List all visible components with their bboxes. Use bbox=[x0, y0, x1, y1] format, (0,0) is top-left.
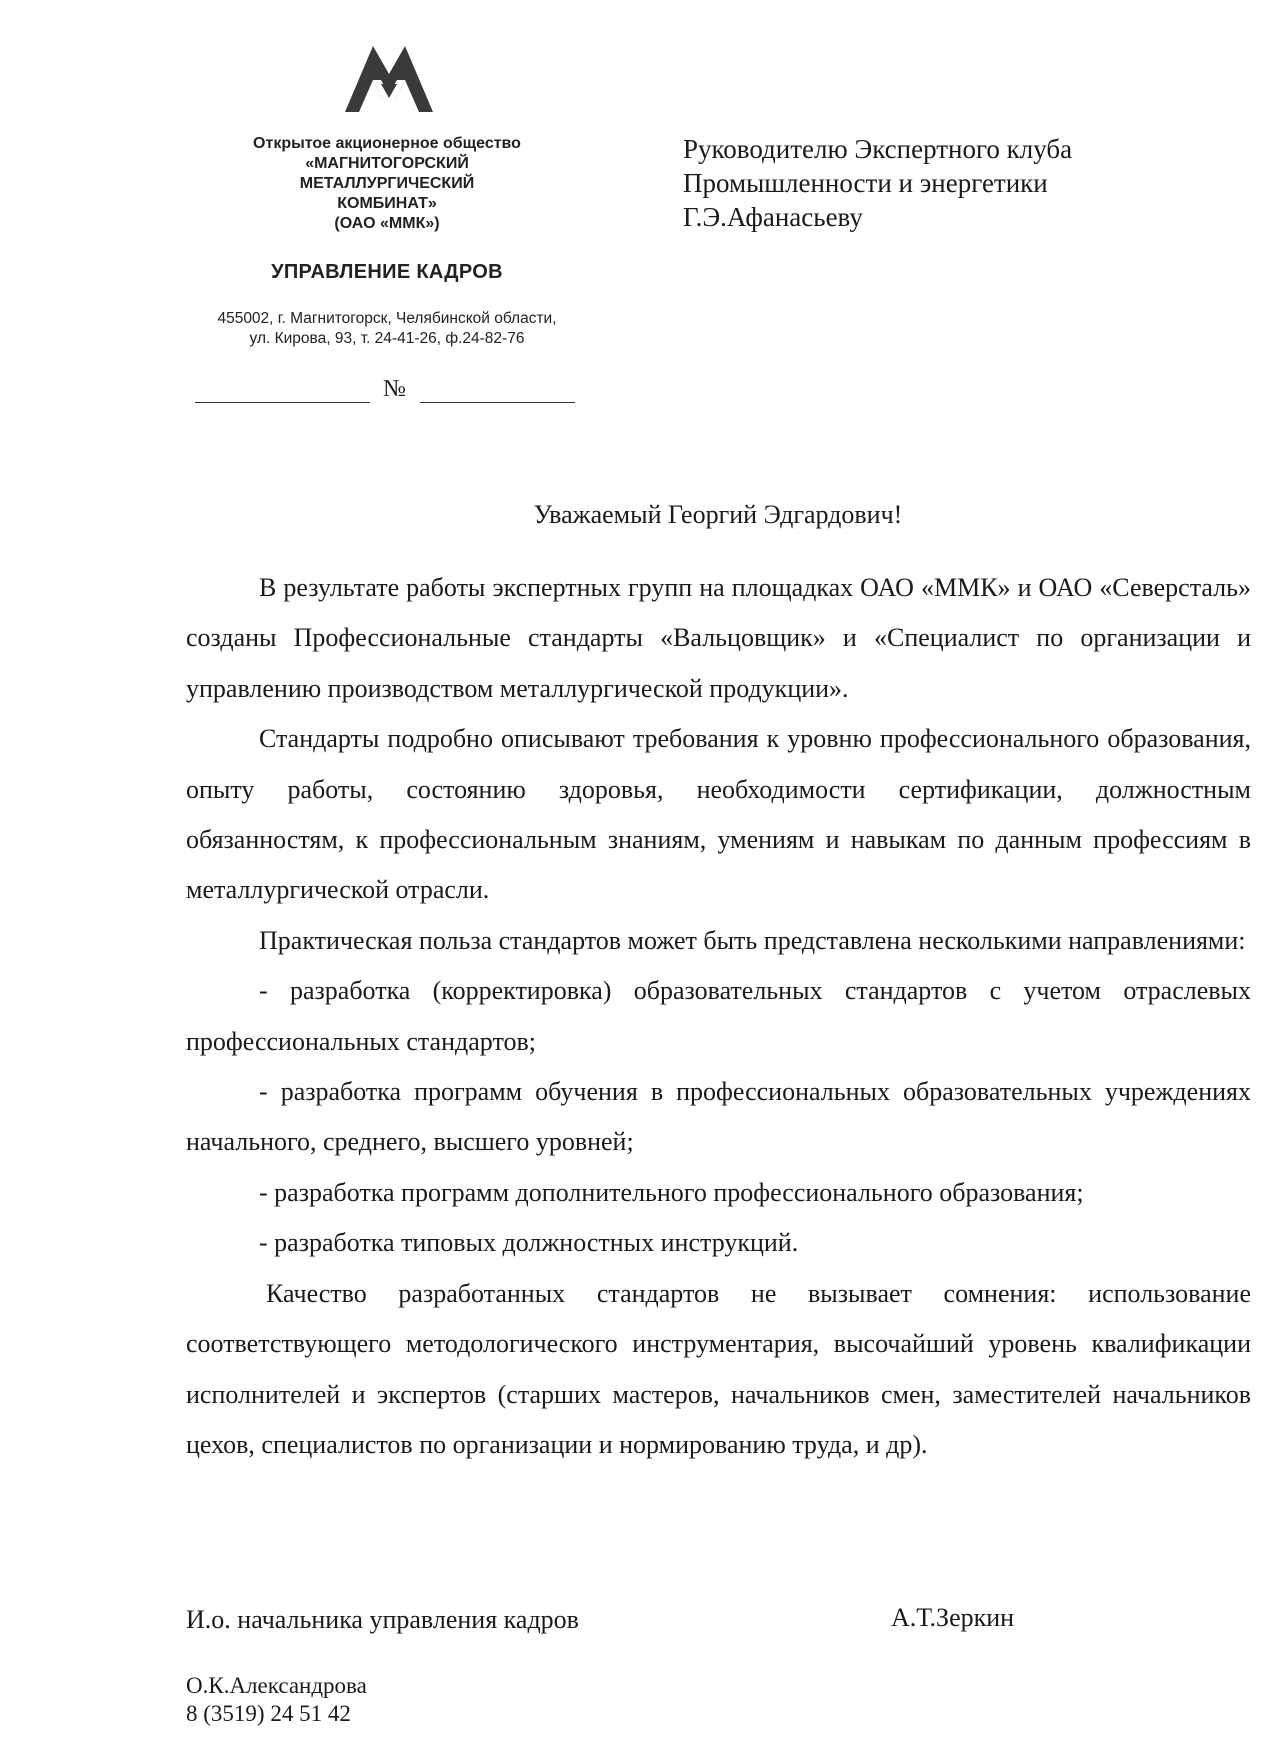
address-line: 455002, г. Магнитогорск, Челябинской области, bbox=[217, 310, 557, 327]
list-item: - разработка типовых должностных инструкций. bbox=[259, 1228, 799, 1258]
salutation: Уважаемый Георгий Эдгардович! bbox=[533, 500, 903, 529]
department-name: УПРАВЛЕНИЕ КАДРОВ bbox=[271, 261, 503, 283]
paragraph: Качество разработанных стандартов не вызывает сомнения: использование соответствующего методологического инструментария, высочайший уровень квалификации исполнителей и экспертов (старших мастеров, начальников смен, заместителей начальников цехов, специалистов по организации и нормированию труда, и др). bbox=[186, 1278, 1251, 1459]
list-item: - разработка программ обучения в профессиональных образовательных учреждениях начального, среднего, высшего уровней; bbox=[186, 1077, 1251, 1157]
paragraph: Стандарты подробно описывают требования к уровню профессионального образования, опыту работы, состоянию здоровья, необходимости сертификации, должностным обязанностям, к профессиональным знаниям, умениям и навыкам по данным профессиям в металлургической отрасли. bbox=[186, 724, 1251, 905]
org-line: МЕТАЛЛУРГИЧЕСКИЙ bbox=[299, 175, 475, 192]
registration-line bbox=[195, 376, 580, 406]
addressee-block bbox=[683, 132, 1243, 234]
addressee-line: Промышленности и энергетики bbox=[683, 168, 1048, 198]
date-blank bbox=[195, 402, 370, 403]
paragraph: Практическая польза стандартов может быть представлена несколькими направлениями: bbox=[259, 925, 1246, 955]
organization-name bbox=[175, 134, 599, 234]
address-line: ул. Кирова, 93, т. 24-41-26, ф.24-82-76 bbox=[249, 330, 525, 347]
addressee-line: Руководителю Экспертного клуба bbox=[683, 134, 1073, 164]
letter-body bbox=[186, 563, 1251, 1470]
list-item: - разработка программ дополнительного профессионального образования; bbox=[259, 1177, 1084, 1207]
organization-address bbox=[160, 309, 614, 349]
signatory-title: И.о. начальника управления кадров bbox=[186, 1605, 579, 1634]
org-line: «МАГНИТОГОРСКИЙ bbox=[305, 155, 469, 172]
executor-block bbox=[186, 1672, 367, 1728]
addressee-line: Г.Э.Афанасьеву bbox=[683, 202, 863, 232]
signatory-name: А.Т.Зеркин bbox=[891, 1603, 1015, 1632]
number-sign: № bbox=[383, 376, 406, 402]
paragraph: В результате работы экспертных групп на площадках ОАО «ММК» и ОАО «Северсталь» созданы Профессиональные стандарты «Вальцовщик» и «Специалист по организации и управлению производством металлургической продукции». bbox=[186, 573, 1251, 703]
executor-name: О.К.Александрова bbox=[186, 1673, 367, 1698]
org-line: Открытое акционерное общество bbox=[253, 135, 521, 152]
org-line: (ОАО «ММК») bbox=[334, 215, 440, 232]
number-blank bbox=[420, 402, 575, 403]
executor-phone: 8 (3519) 24 51 42 bbox=[186, 1701, 351, 1726]
org-line: КОМБИНАТ» bbox=[337, 195, 437, 212]
list-item: - разработка (корректировка) образовательных стандартов с учетом отраслевых профессиональных стандартов; bbox=[186, 976, 1251, 1056]
mmk-logo-icon bbox=[343, 44, 435, 114]
